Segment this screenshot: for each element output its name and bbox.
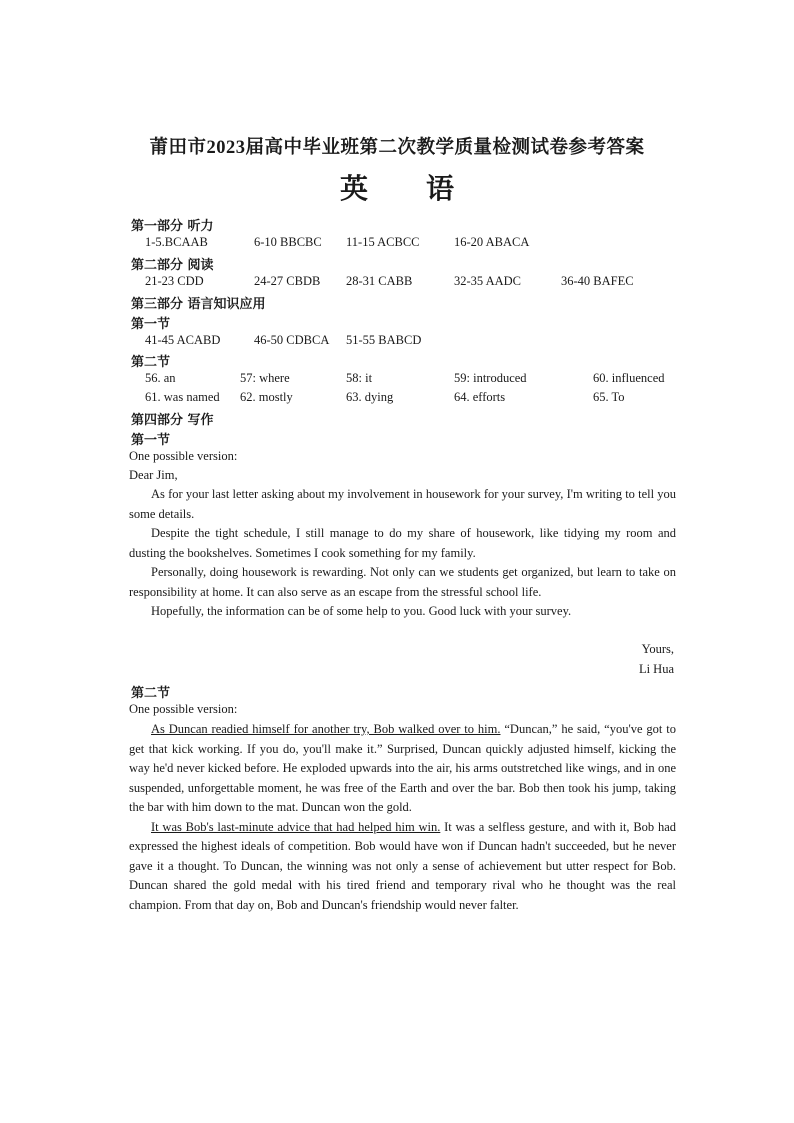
part2-answer: 28-31 CABB xyxy=(346,274,413,288)
fill-in-answer: 58: it xyxy=(346,371,373,385)
part4-heading: 第四部分 写作 xyxy=(131,413,214,428)
subject-char-2: 语 xyxy=(426,172,455,205)
story-paragraph: As Duncan readied himself for another try, Bob walked over to him. “Duncan,” he said, “you've got to get that kick working. If you do, you'll make it.” Surprised, Duncan quickly adjusted himself, kicking the way he'd never kicked before. He exploded upwards into the air, his arms outstretched like wings, and in one suspended, unforgettable moment, he was free of the Earth and over the bar. Bob then took his jump, taking the bar with him down to the mat. Duncan won the gold. xyxy=(129,722,676,814)
letter-paragraph: As for your last letter asking about my involvement in housework for your survey, I'm writing to tell you some details. xyxy=(129,487,676,521)
letter-signature: Li Hua xyxy=(638,662,674,676)
story-paragraph: It was Bob's last-minute advice that had helped him win. It was a selfless gesture, and with it, Bob had expressed the highest ideals of competition. Bob would have won if Duncan hadn't succeeded, but he never gave it a thought. To Duncan, the winning was not only a sense of achievement but utter respect for Bob. Duncan shared the gold medal with his tired friend and temporary rival who he thought was the real champion. From that day on, Bob and Duncan's friendship would never falter. xyxy=(129,819,676,912)
story-continuation xyxy=(129,720,676,915)
fill-in-answer: 65. To xyxy=(593,390,625,404)
part4-section1-heading: 第一节 xyxy=(131,433,171,448)
page-title: 莆田市2023届高中毕业班第二次教学质量检测试卷参考答案 xyxy=(149,138,645,158)
letter-greeting: Dear Jim, xyxy=(129,468,178,482)
given-first-sentence: It was Bob's last-minute advice that had helped him win. xyxy=(151,819,441,834)
part3-answer: 46-50 CDBCA xyxy=(254,333,330,347)
part3-answer: 51-55 BABCD xyxy=(346,333,422,347)
fill-in-answer: 62. mostly xyxy=(240,390,293,404)
letter-body xyxy=(129,485,676,622)
fill-in-answer: 57: where xyxy=(240,371,290,385)
part3-section2-heading: 第二节 xyxy=(131,355,171,370)
version-intro: One possible version: xyxy=(129,702,238,716)
subject-char-1: 英 xyxy=(339,172,368,205)
part1-answer: 11-15 ACBCC xyxy=(346,235,420,249)
part2-answer: 24-27 CBDB xyxy=(254,274,321,288)
fill-in-answer: 60. influenced xyxy=(593,371,665,385)
part3-heading: 第三部分 语言知识应用 xyxy=(131,297,266,312)
part2-answer: 36-40 BAFEC xyxy=(561,274,634,288)
part4-section2-heading: 第二节 xyxy=(131,686,171,701)
given-first-sentence: As Duncan readied himself for another try, Bob walked over to him. xyxy=(151,722,501,736)
letter-paragraph: Despite the tight schedule, I still manage to do my share of housework, like tidying my room and dusting the bookshelves. Sometimes I cook something for my family. xyxy=(129,526,676,560)
subject-title xyxy=(0,167,794,207)
part1-answer: 16-20 ABACA xyxy=(454,235,530,249)
fill-in-answer: 61. was named xyxy=(145,390,220,404)
letter-paragraph: Personally, doing housework is rewarding. Not only can we students get organized, but learn to take on responsibility at home. It can also serve as an escape from the stressful school life. xyxy=(129,565,676,599)
part3-answer: 41-45 ACABD xyxy=(145,333,221,347)
version-intro: One possible version: xyxy=(129,449,238,463)
fill-in-answer: 56. an xyxy=(145,371,176,385)
fill-in-answer: 63. dying xyxy=(346,390,394,404)
part3-section1-heading: 第一节 xyxy=(131,317,171,332)
part1-answer: 6-10 BBCBC xyxy=(254,235,322,249)
part2-answer: 32-35 AADC xyxy=(454,274,522,288)
fill-in-answer: 59: introduced xyxy=(454,371,527,385)
fill-in-answer: 64. efforts xyxy=(454,390,506,404)
part1-answer: 1-5.BCAAB xyxy=(145,235,208,249)
letter-paragraph: Hopefully, the information can be of some help to you. Good luck with your survey. xyxy=(151,604,572,618)
part2-answer: 21-23 CDD xyxy=(145,274,204,288)
part2-heading: 第二部分 阅读 xyxy=(131,258,214,273)
letter-closing: Yours, xyxy=(641,642,674,656)
part1-heading: 第一部分 听力 xyxy=(131,219,214,234)
